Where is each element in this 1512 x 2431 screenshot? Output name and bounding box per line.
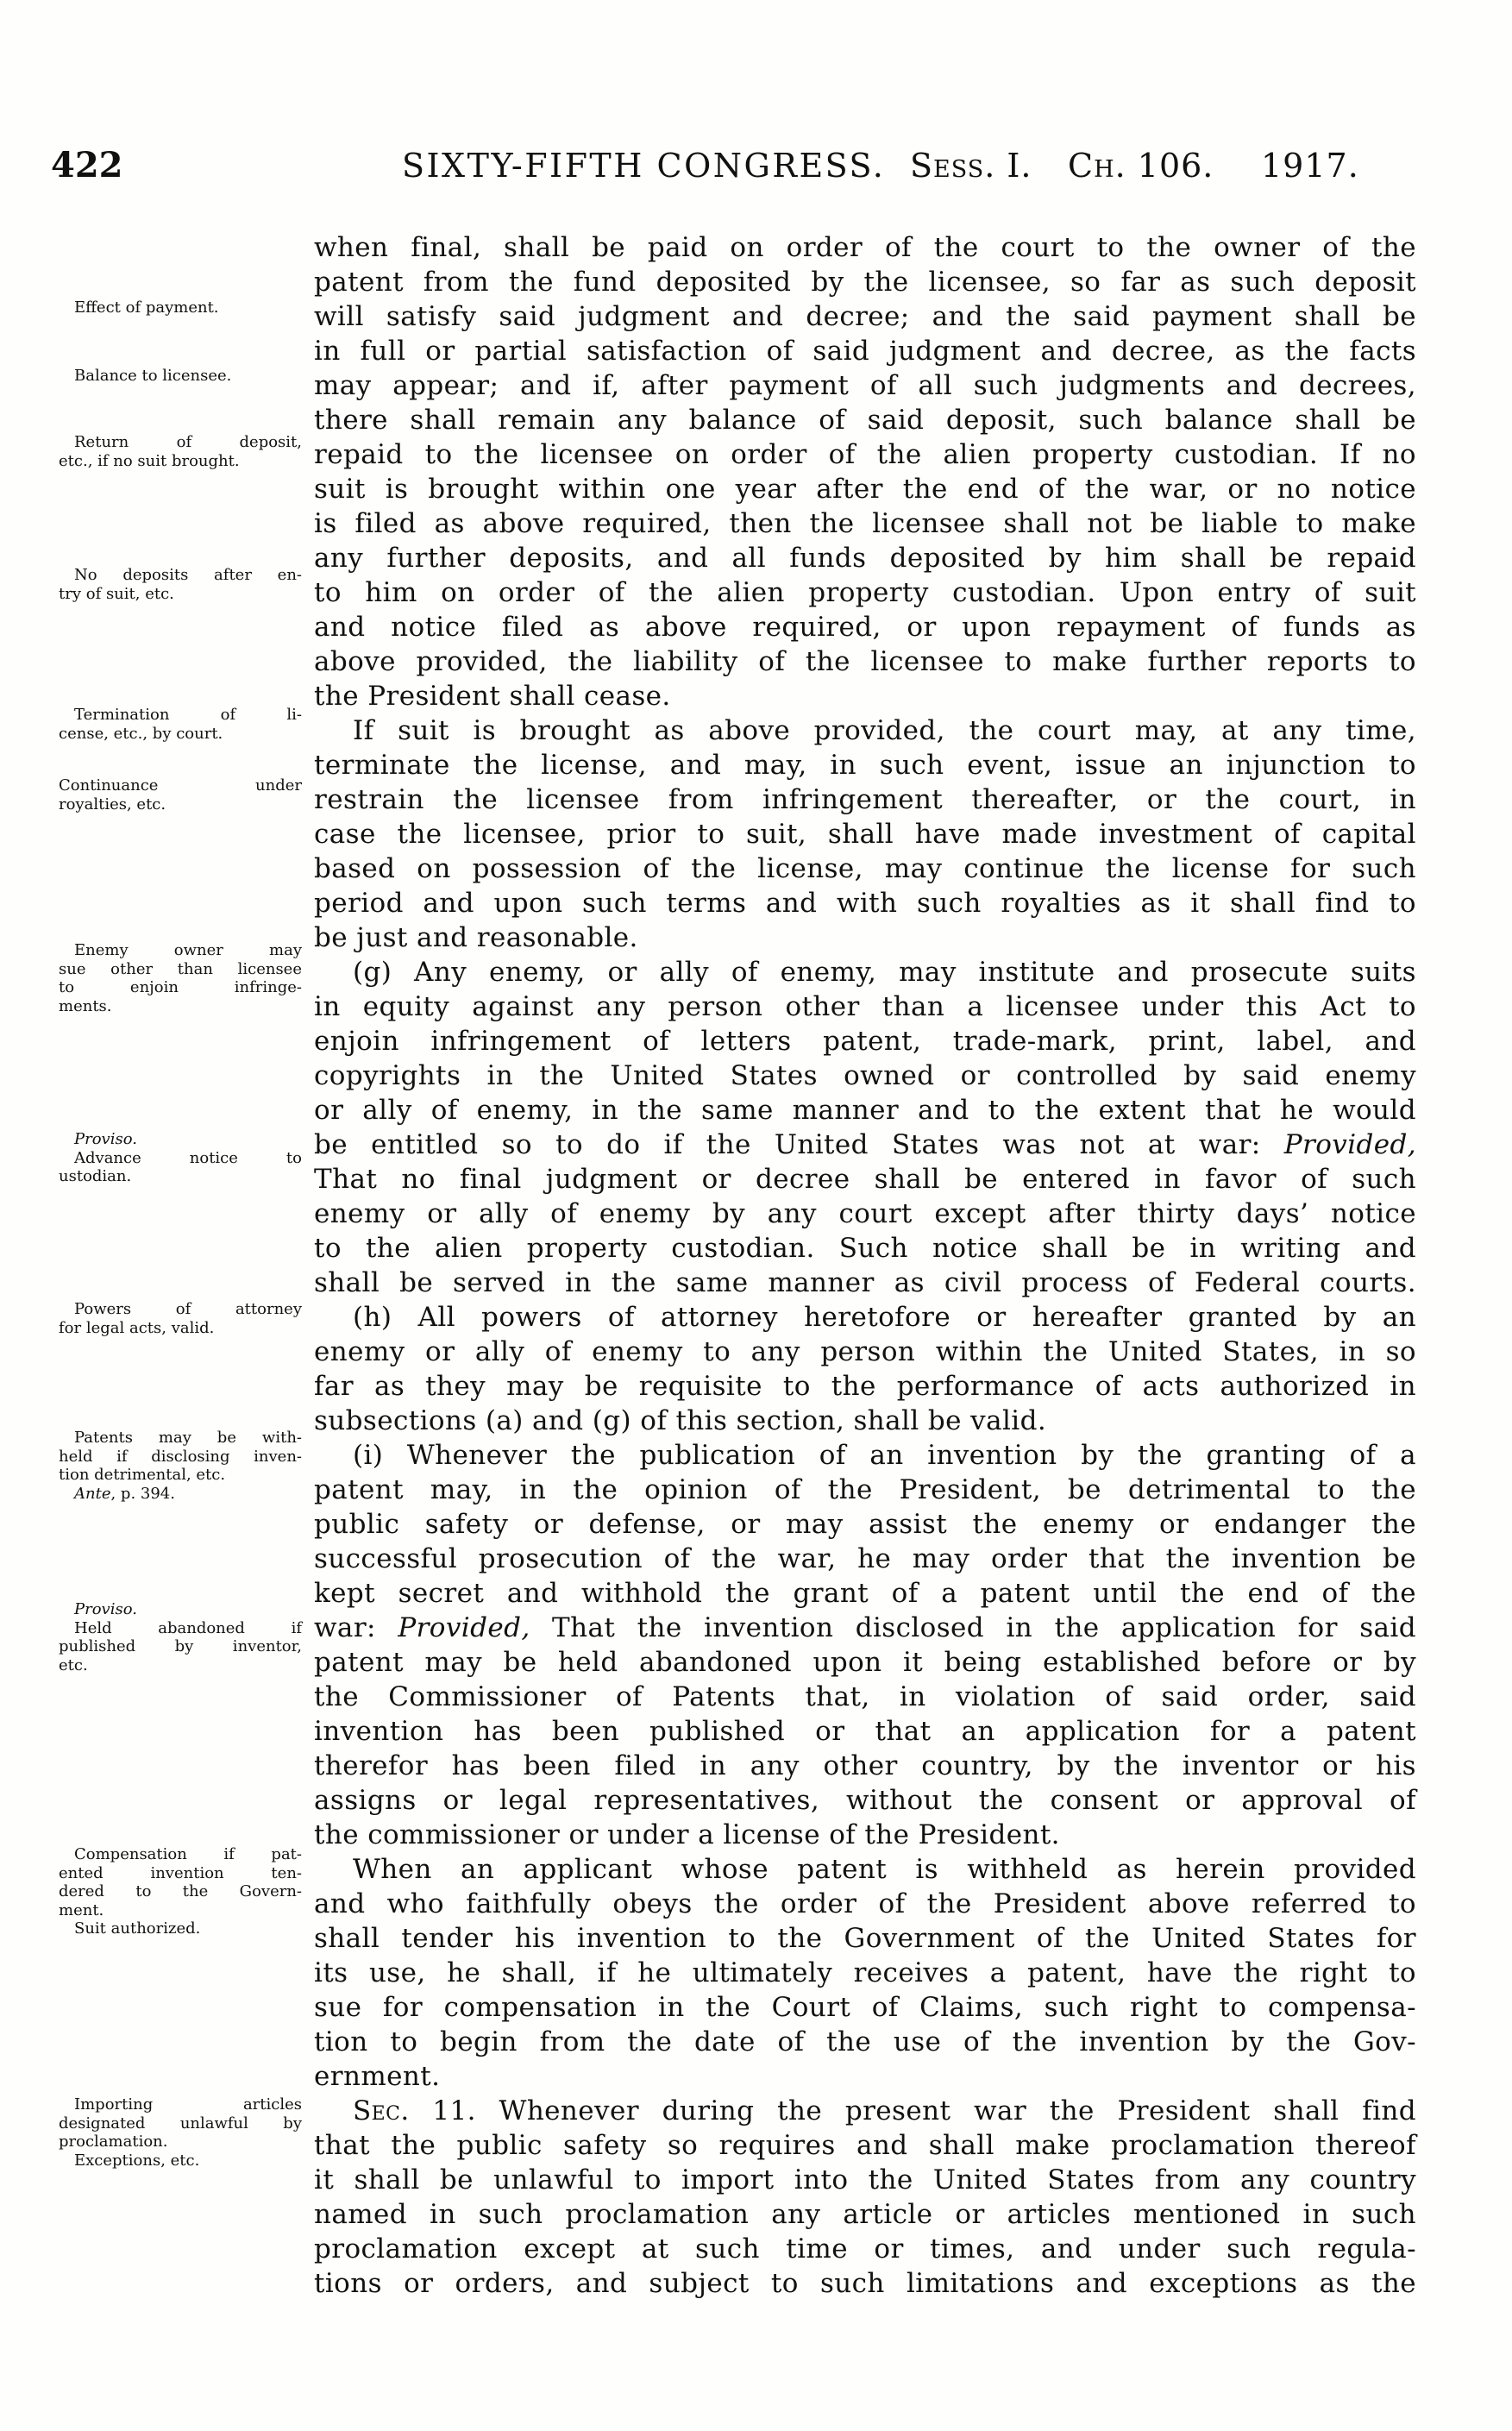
paragraph-start-line: (h) All powers of attorney heretofore or hereafter granted by an [353, 1302, 1416, 1333]
text-line: repaid to the licensee on order of the alien property custodian. If no [314, 439, 1416, 470]
margin-note-termination-of-license [59, 706, 302, 743]
proviso-keyword: Provided, [1283, 1129, 1416, 1160]
proviso-keyword: Provided, [398, 1612, 530, 1643]
margin-note-line: Effect of payment. [74, 298, 219, 317]
margin-note-return-of-deposit [59, 433, 302, 470]
text-line: above provided, the liability of the licensee to make further reports to [314, 646, 1416, 677]
margin-note-line: try of suit, etc. [59, 584, 174, 603]
margin-note-balance-to-licensee [59, 367, 302, 386]
margin-note-line: Importing articles [74, 2095, 302, 2114]
text-line: patent may be held abandoned upon it being established before or by [314, 1647, 1416, 1678]
margin-note-continuance-under-royalties [59, 776, 302, 813]
text-line: patent may, in the opinion of the President, be detrimental to the [314, 1474, 1416, 1505]
margin-note-compensation [59, 1845, 302, 1938]
text-line: case the licensee, prior to suit, shall have made investment of capital [314, 819, 1416, 850]
citation-page: , p. 394. [110, 1484, 175, 1503]
margin-note-patents-withheld [59, 1429, 302, 1503]
margin-note-line: Return of deposit, [74, 433, 302, 451]
text-line: in equity against any person other than a licensee under this Act to [314, 991, 1416, 1022]
margin-note-line: designated unlawful by [59, 2114, 302, 2133]
text-line: in full or partial satisfaction of said judgment and decree, as the facts [314, 336, 1416, 367]
text-line: ernment. [314, 2061, 441, 2092]
text-line: successful prosecution of the war, he may order that the invention be [314, 1543, 1416, 1574]
paragraph-start-line: If suit is brought as above provided, the court may, at any time, [353, 715, 1416, 746]
margin-note-line: Powers of attorney [74, 1300, 302, 1318]
margin-note-line: etc., if no suit brought. [59, 451, 240, 470]
text-line: tions or orders, and subject to such limitations and exceptions as the [314, 2268, 1416, 2299]
text-line: patent from the fund deposited by the licensee, so far as such deposit [314, 267, 1416, 298]
text-line: there shall remain any balance of said deposit, such balance shall be [314, 405, 1416, 436]
running-head-chapter: Ch. 106. [1068, 147, 1214, 185]
running-head-session: Sess. I. [910, 147, 1032, 185]
text-line: to him on order of the alien property custodian. Upon entry of suit [314, 577, 1416, 608]
text-line: enemy or ally of enemy by any court except after thirty days’ notice [314, 1198, 1416, 1229]
text-line [314, 1128, 1416, 1162]
text-line: named in such proclamation any article or articles mentioned in such [314, 2199, 1416, 2230]
paragraph-start-line [314, 2094, 1416, 2128]
margin-note-line: proclamation. [59, 2133, 168, 2151]
text-line: tion to begin from the date of the use of the invention by the Gov- [314, 2026, 1416, 2057]
margin-note-no-deposits-after-suit [59, 566, 302, 603]
paragraph-start-line: (g) Any enemy, or ally of enemy, may institute and prosecute suits [353, 957, 1416, 988]
margin-note-line: Advance notice to [74, 1148, 302, 1167]
paragraph-start-line: (i) Whenever the publication of an invention by the granting of a [353, 1440, 1416, 1471]
margin-note-line: ment. [59, 1900, 104, 1919]
text-line: to the alien property custodian. Such notice shall be in writing and [314, 1233, 1416, 1264]
text-line: copyrights in the United States owned or controlled by said enemy [314, 1060, 1416, 1091]
text-segment: That the invention disclosed in the application for said [530, 1612, 1416, 1643]
text-segment: be entitled so to do if the United States was not at war: [314, 1129, 1284, 1160]
margin-note-line: Patents may be with- [74, 1429, 302, 1447]
margin-note-line: Compensation if pat- [74, 1845, 302, 1863]
text-line: period and upon such terms and with such royalties as it shall find to [314, 888, 1416, 919]
text-line: when final, shall be paid on order of the court to the owner of the [314, 232, 1416, 263]
margin-note-effect-of-payment [59, 298, 302, 317]
text-line: and notice filed as above required, or upon repayment of funds as [314, 612, 1416, 643]
margin-note-line: dered to the Govern- [59, 1882, 302, 1900]
section-label: Sec. [353, 2095, 410, 2126]
text-line: enemy or ally of enemy to any person within the United States, in so [314, 1336, 1416, 1367]
text-line: far as they may be requisite to the performance of acts authorized in [314, 1371, 1416, 1402]
margin-note-line: Suit authorized. [74, 1919, 201, 1938]
text-line: its use, he shall, if he ultimately receives a patent, have the right to [314, 1957, 1416, 1988]
margin-note-line: cense, etc., by court. [59, 724, 223, 743]
margin-note-line: Exceptions, etc. [74, 2151, 200, 2170]
margin-note-line: to enjoin infringe- [59, 978, 302, 996]
margin-note-line: ustodian. [59, 1167, 132, 1185]
body-text [314, 230, 1416, 2301]
margin-note-line: etc. [59, 1655, 88, 1674]
text-line: public safety or defense, or may assist the enemy or endanger the [314, 1509, 1416, 1540]
margin-note-line: Termination of li- [74, 706, 302, 724]
text-line: the commissioner or under a license of the President. [314, 1819, 1060, 1850]
paragraph-start-line: When an applicant whose patent is withheld as herein provided [353, 1854, 1416, 1885]
margin-note-line: tion detrimental, etc. [59, 1466, 226, 1484]
text-line: proclamation except at such time or times, and under such regula- [314, 2233, 1416, 2265]
citation-ante: Ante [74, 1484, 111, 1503]
text-line: or ally of enemy, in the same manner and to the extent that he would [314, 1095, 1416, 1126]
text-line: shall be served in the same manner as civil process of Federal courts. [314, 1267, 1416, 1298]
margin-note-proviso: Proviso. [74, 1130, 137, 1148]
text-line: sue for compensation in the Court of Claims, such right to compensa- [314, 1992, 1416, 2023]
margin-note-enemy-owner-may-sue [59, 941, 302, 1015]
text-line: that the public safety so requires and shall make proclamation thereof [314, 2130, 1416, 2161]
text-line: will satisfy said judgment and decree; and the said payment shall be [314, 301, 1416, 332]
margin-note-proviso: Proviso. [74, 1600, 137, 1618]
margin-note-line: No deposits after en- [74, 566, 302, 584]
text-line: terminate the license, and may, in such event, issue an injunction to [314, 750, 1416, 781]
text-line: the President shall cease. [314, 681, 671, 712]
text-line: it shall be unlawful to import into the United States from any country [314, 2164, 1416, 2195]
text-line: suit is brought within one year after the end of the war, or no notice [314, 474, 1416, 505]
text-line: be just and reasonable. [314, 922, 638, 953]
margin-note-line: held if disclosing inven- [59, 1447, 302, 1466]
running-head-congress: SIXTY-FIFTH CONGRESS. [402, 147, 886, 185]
text-segment: war: [314, 1612, 398, 1643]
text-segment: 11. Whenever during the present war the President shall find [409, 2095, 1416, 2126]
text-line: may appear; and if, after payment of all such judgments and decrees, [314, 370, 1416, 401]
running-head-year: 1917. [1261, 147, 1359, 185]
text-line: enjoin infringement of letters patent, trade-mark, print, label, and [314, 1026, 1416, 1057]
margin-note-line: royalties, etc. [59, 795, 166, 813]
margin-note-importing-articles [59, 2095, 302, 2170]
margin-note-powers-of-attorney [59, 1300, 302, 1337]
margin-note-line: ented invention ten- [59, 1863, 302, 1882]
margin-note-line: Balance to licensee. [74, 367, 232, 385]
text-line: restrain the licensee from infringement thereafter, or the court, in [314, 784, 1416, 815]
margin-note-line: Held abandoned if [74, 1618, 302, 1637]
margin-note-line: sue other than licensee [59, 959, 302, 978]
text-line: based on possession of the license, may continue the license for such [314, 853, 1416, 884]
text-line: any further deposits, and all funds deposited by him shall be repaid [314, 543, 1416, 574]
margin-note-line: for legal acts, valid. [59, 1318, 215, 1337]
page-number: 422 [51, 145, 123, 185]
text-line: That no final judgment or decree shall be entered in favor of such [314, 1164, 1416, 1195]
text-line: assigns or legal representatives, without the consent or approval of [314, 1785, 1416, 1816]
text-line: the Commissioner of Patents that, in violation of said order, said [314, 1681, 1416, 1712]
margin-note-citation [59, 1485, 302, 1504]
text-line [314, 1611, 1416, 1645]
margin-note-line: ments. [59, 996, 112, 1015]
margin-note-held-abandoned [59, 1600, 302, 1674]
text-line: and who faithfully obeys the order of the President above referred to [314, 1888, 1416, 1919]
text-line: invention has been published or that an application for a patent [314, 1716, 1416, 1747]
margin-note-advance-notice [59, 1130, 302, 1186]
margin-note-line: Enemy owner may [74, 941, 302, 959]
text-line: is filed as above required, then the licensee shall not be liable to make [314, 508, 1416, 539]
text-line: subsections (a) and (g) of this section, shall be valid. [314, 1405, 1047, 1436]
margin-note-line: published by inventor, [59, 1637, 302, 1655]
text-line: shall tender his invention to the Government of the United States for [314, 1923, 1416, 1954]
text-line: therefor has been filed in any other country, by the inventor or his [314, 1750, 1416, 1781]
margin-note-line: Continuance under [59, 776, 302, 795]
text-line: kept secret and withhold the grant of a patent until the end of the [314, 1578, 1416, 1609]
